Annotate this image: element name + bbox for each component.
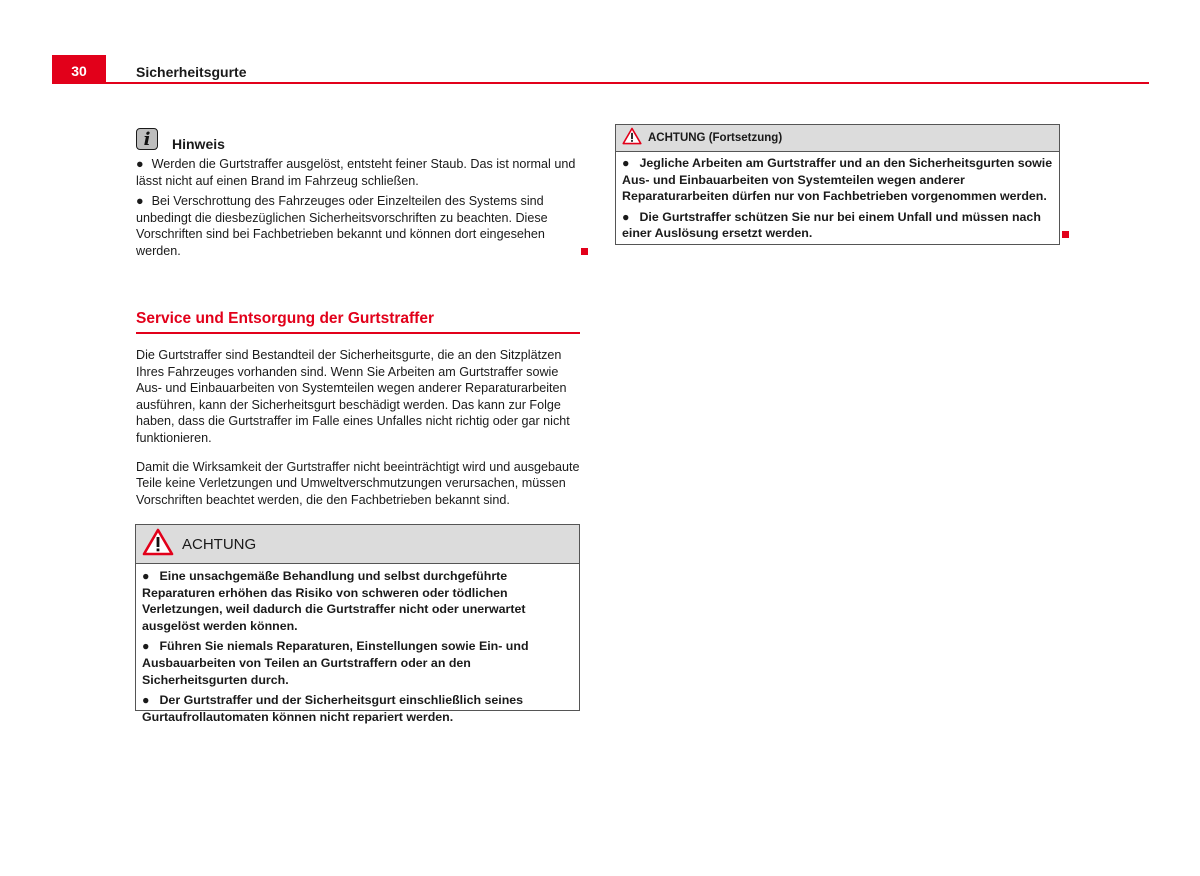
note-block: [136, 126, 580, 264]
note-title: Hinweis: [172, 136, 225, 152]
warning-item: ● Führen Sie niemals Reparaturen, Einstellungen sowie Ein- und Ausbauarbeiten von Teilen an Gurtstraffern oder an den Sicherheitsgurten durch.: [142, 639, 529, 687]
warning-triangle-icon: [142, 528, 174, 561]
note-item: ● Bei Verschrottung des Fahrzeuges oder Einzelteilen des Systems sind unbedingt die diesbezüglichen Sicherheitsvorschriften zu beachten. Diese Vorschriften sind bei Fachbetrieben bekannt und können dort eingesehen werden.: [136, 194, 548, 258]
note-header: [136, 126, 580, 152]
note-body: [136, 156, 580, 260]
warning-box: [135, 524, 580, 724]
info-icon: i: [136, 128, 158, 150]
warning-item: ● Die Gurtstraffer schützen Sie nur bei einem Unfall und müssen nach einer Auslösung ersetzt werden.: [622, 209, 1041, 241]
warning-continued-header: [616, 125, 1059, 152]
running-header-title: Sicherheitsgurte: [136, 64, 247, 80]
warning-title: ACHTUNG: [182, 535, 257, 553]
page-number: 30: [52, 55, 106, 84]
section-paragraph: Die Gurtstraffer sind Bestandteil der Sicherheitsgurte, die an den Sitzplätzen Ihres Fahrzeuges vorhanden sind. Wenn Sie Arbeiten am Gurtstraffer sowie Aus- und Einbauarbeiten von Systemteilen wegen anderer Reparaturarbeiten ausführen, kann der Sicherheitsgurt beschädigt werden. Das kann zur Folge haben, dass die Gurtstraffer im Falle eines Unfalles nicht richtig oder gar nicht funktionieren.: [136, 348, 570, 445]
warning-continued-body: [616, 152, 1059, 250]
warning-item: ● Jegliche Arbeiten am Gurtstraffer und an den Sicherheitsgurten sowie Aus- und Einbauarbeiten von Systemteilen wegen anderer Reparaturarbeiten dürfen nur von Fachbetrieben vorgenommen werden.: [622, 156, 1053, 204]
end-of-note-marker: [581, 248, 588, 255]
warning-item: ● Der Gurtstraffer und der Sicherheitsgurt einschließlich seines Gurtaufrollautomaten können nicht repariert werden.: [142, 693, 524, 724]
warning-header: [136, 525, 579, 564]
section-title: Service und Entsorgung der Gurtstraffer: [136, 310, 580, 334]
section-body: [136, 347, 580, 512]
warning-body: [136, 564, 579, 733]
warning-triangle-icon: [622, 127, 642, 150]
note-item: ● Werden die Gurtstraffer ausgelöst, entsteht feiner Staub. Das ist normal und lässt nicht auf einen Brand im Fahrzeug schließen.: [136, 157, 576, 188]
warning-continued-title: ACHTUNG (Fortsetzung): [648, 132, 783, 144]
warning-item: ● Eine unsachgemäße Behandlung und selbst durchgeführte Reparaturen erhöhen das Risiko von schweren oder tödlichen Verletzungen, weil dadurch die Gurtstraffer nicht oder unerwartet ausgelöst werden können.: [142, 569, 526, 633]
header-divider: [52, 82, 1149, 84]
warning-continued-box: [615, 124, 1060, 245]
end-of-warning-marker: [1062, 231, 1069, 238]
section-paragraph: Damit die Wirksamkeit der Gurtstraffer nicht beeinträchtigt wird und ausgebaute Teile keine Verletzungen und Umweltverschmutzungen verursachen, müssen Vorschriften beachtet werden, die den Fachbetrieben bekannt sind.: [136, 459, 580, 507]
